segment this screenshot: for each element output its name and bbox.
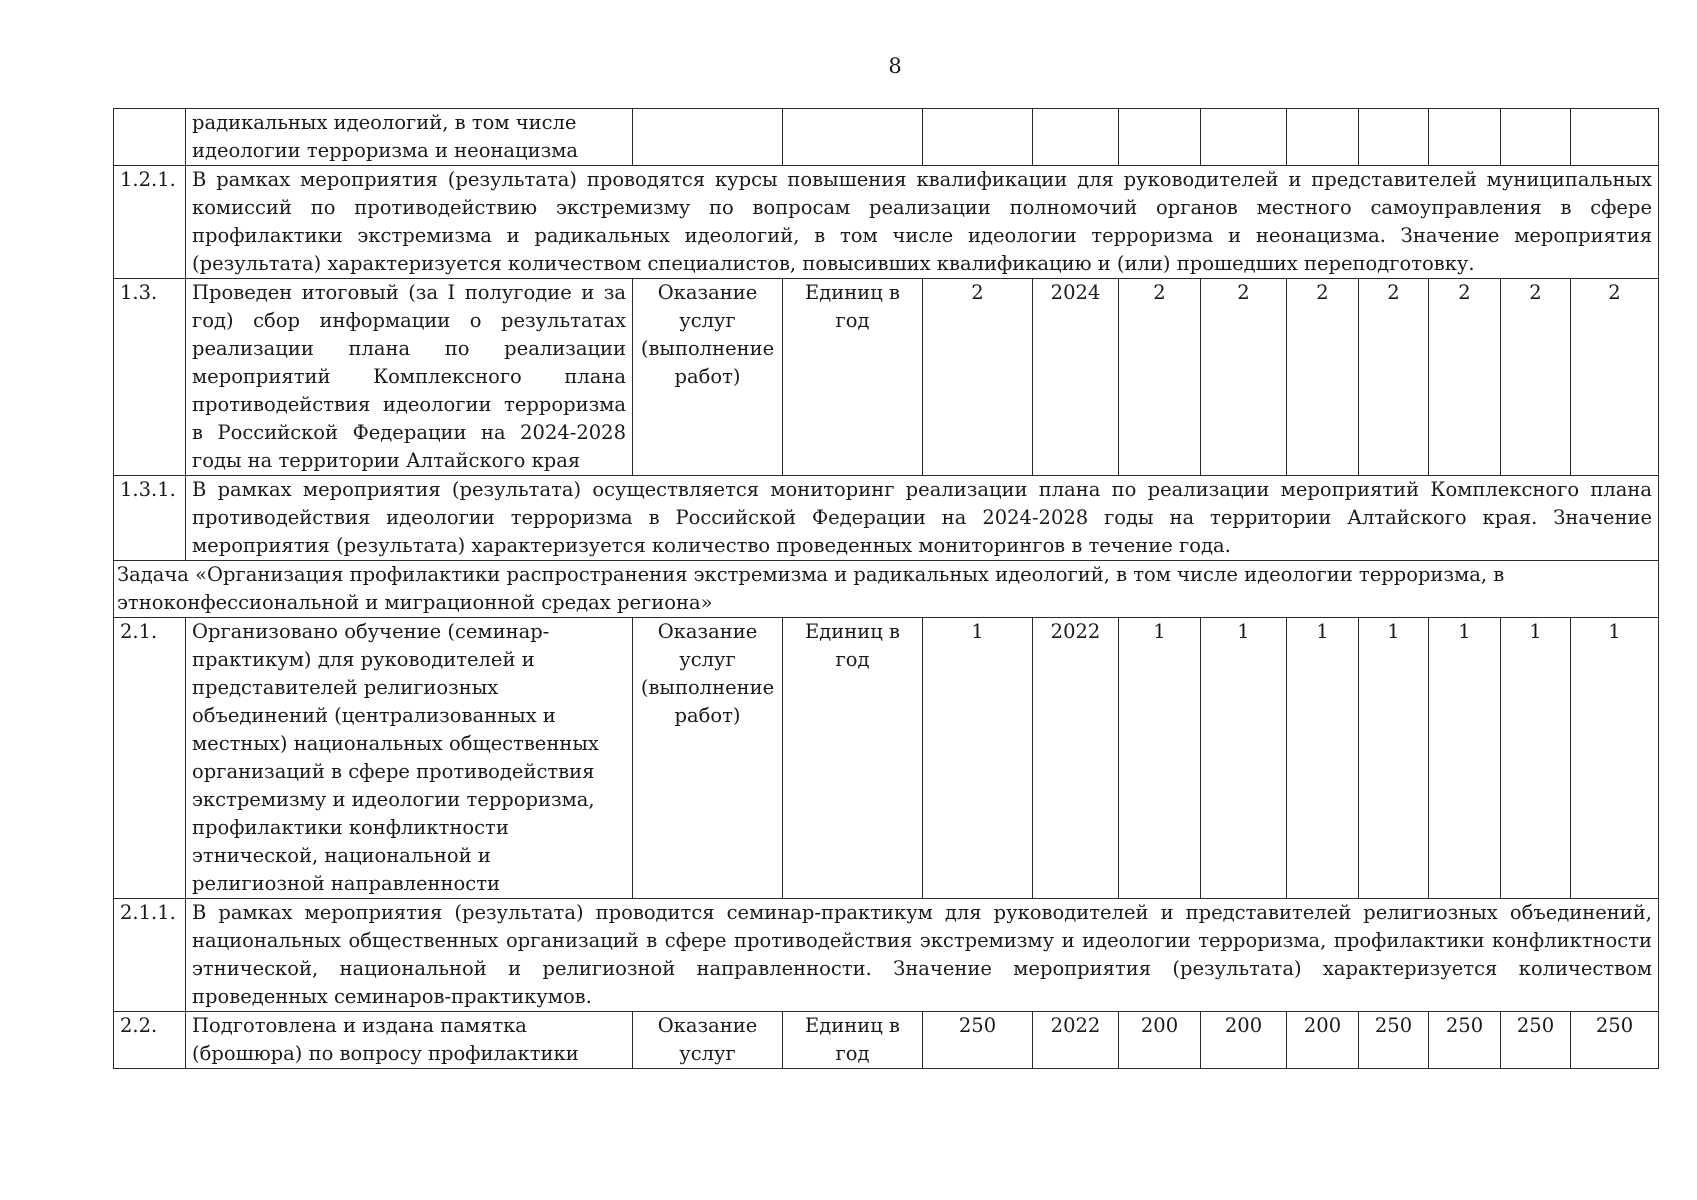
table-row-1-3 — [114, 279, 1659, 476]
row-value-cell: 1 — [1287, 618, 1359, 899]
row-base-year-cell: 2022 — [1033, 618, 1119, 899]
row-value-cell: 2 — [1201, 279, 1287, 476]
task-heading-cell: Задача «Организация профилактики распространения экстремизма и радикальных идеологий, в том числе идеологии терроризма, в этноконфессиональной и миграционной средах региона» — [114, 561, 1659, 618]
row-number-cell: 2.1.1. — [114, 899, 186, 1012]
table-row-continuation — [114, 109, 1659, 166]
row-number-cell: 2.2. — [114, 1012, 186, 1069]
row-value-cell: 250 — [1359, 1012, 1429, 1069]
table-row-1-3-1 — [114, 476, 1659, 561]
table-row-2-1-1 — [114, 899, 1659, 1012]
results-table — [113, 108, 1659, 1069]
row-value-cell: 1 — [1571, 618, 1659, 899]
table-row-2-2 — [114, 1012, 1659, 1069]
row-description-cell: В рамках мероприятия (результата) осуществляется мониторинг реализации плана по реализации мероприятий Комплексного плана противодействия идеологии терроризма в Российской Федерации на 2024-2028 годы на территории Алтайского края. Значение мероприятия (результата) характеризуется количество проведенных мониторингов в течение года. — [186, 476, 1659, 561]
row-name-cell: Организовано обучение (семинар-практикум) для руководителей и представителей религиозных объединений (централизованных и местных) национальных общественных организаций в сфере противодействия экстремизму и идеологии терроризма, профилактики конфликтности этнической, национальной и религиозной направленности — [186, 618, 633, 899]
row-description-cell: В рамках мероприятия (результата) проводятся курсы повышения квалификации для руководителей и представителей муниципальных комиссий по противодействию экстремизму по вопросам реализации полномочий органов местного самоуправления в сфере профилактики экстремизма и радикальных идеологий, в том числе идеологии терроризма и неонацизма. Значение мероприятия (результата) характеризуется количеством специалистов, повысивших квалификацию и (или) прошедших переподготовку. — [186, 166, 1659, 279]
row-value-cell: 200 — [1119, 1012, 1201, 1069]
row-value-cell: 2 — [1287, 279, 1359, 476]
row-type-cell: Оказание услуг (выполнение работ) — [633, 279, 783, 476]
row-number-cell: 1.3.1. — [114, 476, 186, 561]
row-number-cell: 2.1. — [114, 618, 186, 899]
row-base-year-cell: 2022 — [1033, 1012, 1119, 1069]
row-type-cell: Оказание услуг — [633, 1012, 783, 1069]
row-description-cell: В рамках мероприятия (результата) проводится семинар-практикум для руководителей и представителей религиозных объединений, национальных общественных организаций в сфере противодействия экстремизму и идеологии терроризма, профилактики конфликтности этнической, национальной и религиозной направленности. Значение мероприятия (результата) характеризуется количеством проведенных семинаров-практикумов. — [186, 899, 1659, 1012]
row-value-cell: 1 — [1119, 618, 1201, 899]
row-value-cell: 2 — [1429, 279, 1501, 476]
row-name-cell: радикальных идеологий, в том числе идеологии терроризма и неонацизма — [186, 109, 633, 166]
row-value-cell: 1 — [1201, 618, 1287, 899]
row-value-cell: 200 — [1201, 1012, 1287, 1069]
row-number-cell — [114, 109, 186, 166]
row-value-cell: 2 — [1571, 279, 1659, 476]
table-row-task — [114, 561, 1659, 618]
row-unit-cell: Единиц в год — [783, 279, 923, 476]
row-base-year-cell: 2024 — [1033, 279, 1119, 476]
page-number: 8 — [888, 54, 902, 78]
row-value-cell: 250 — [1501, 1012, 1571, 1069]
row-value-cell: 2 — [1501, 279, 1571, 476]
row-base-value-cell: 1 — [923, 618, 1033, 899]
row-value-cell: 1 — [1501, 618, 1571, 899]
row-value-cell: 250 — [1429, 1012, 1501, 1069]
row-unit-cell: Единиц в год — [783, 618, 923, 899]
row-number-cell: 1.2.1. — [114, 166, 186, 279]
row-value-cell: 200 — [1287, 1012, 1359, 1069]
row-value-cell: 250 — [1571, 1012, 1659, 1069]
row-unit-cell: Единиц в год — [783, 1012, 923, 1069]
row-value-cell: 2 — [1119, 279, 1201, 476]
row-base-value-cell: 250 — [923, 1012, 1033, 1069]
row-type-cell: Оказание услуг (выполнение работ) — [633, 618, 783, 899]
row-value-cell: 1 — [1359, 618, 1429, 899]
row-value-cell: 2 — [1359, 279, 1429, 476]
table-row-2-1 — [114, 618, 1659, 899]
row-number-cell: 1.3. — [114, 279, 186, 476]
table-row-1-2-1 — [114, 166, 1659, 279]
row-name-cell: Проведен итоговый (за I полугодие и за год) сбор информации о результатах реализации плана по реализации мероприятий Комплексного плана противодействия идеологии терроризма в Российской Федерации на 2024-2028 годы на территории Алтайского края — [186, 279, 633, 476]
row-name-cell: Подготовлена и издана памятка (брошюра) по вопросу профилактики — [186, 1012, 633, 1069]
row-base-value-cell: 2 — [923, 279, 1033, 476]
row-value-cell: 1 — [1429, 618, 1501, 899]
